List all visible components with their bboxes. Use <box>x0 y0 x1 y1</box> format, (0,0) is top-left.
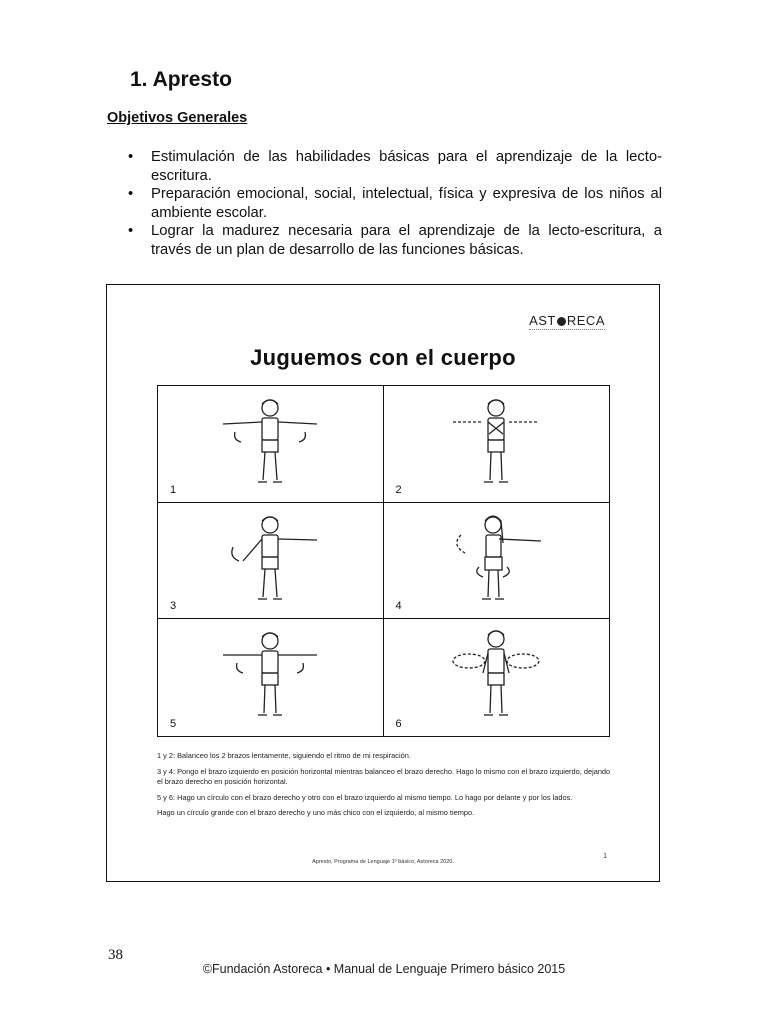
child-arms-crossed-icon <box>441 392 551 492</box>
panel-number: 4 <box>395 600 402 613</box>
exercise-panel <box>384 619 610 736</box>
child-side-swing-icon <box>441 509 551 609</box>
section-subtitle: Objetivos Generales <box>107 110 248 126</box>
activity-figure <box>106 284 660 882</box>
page-number: 38 <box>108 947 123 963</box>
objective-item: • Preparación emocional, social, intelectual, física y expresiva de los niños al ambiente escolar. <box>128 185 662 222</box>
figure-title: Juguemos con el cuerpo <box>250 345 516 370</box>
exercise-panel <box>158 503 384 620</box>
panel-number: 3 <box>170 600 177 613</box>
logo-circle-icon <box>557 317 566 326</box>
instruction-text: Hago un círculo grande con el brazo derecho y uno más chico con el izquierdo, al mismo tiempo. <box>157 808 475 817</box>
logo-text-end: RECA <box>566 313 605 328</box>
objective-item: • Lograr la madurez necesaria para el aprendizaje de la lecto-escritura, a través de un plan de desarrollo de las funciones básicas. <box>128 222 662 259</box>
exercise-grid <box>157 385 610 737</box>
page-footer: ©Fundación Astoreca • Manual de Lenguaje Primero básico 2015 <box>202 962 566 976</box>
panel-number: 2 <box>395 483 402 496</box>
objectives-list <box>128 148 662 259</box>
page-title: 1. Apresto <box>130 68 232 91</box>
child-arms-out-icon <box>215 625 325 725</box>
logo-text-start: AST <box>529 313 556 328</box>
astoreca-logo <box>529 313 605 328</box>
panel-number: 6 <box>395 717 402 730</box>
child-arm-circles-icon <box>441 625 551 725</box>
instructions-block <box>157 751 617 824</box>
exercise-panel <box>158 619 384 736</box>
figure-page-number: 1 <box>603 853 607 860</box>
instruction-text: 5 y 6: Hago un círculo con el brazo derecho y otro con el brazo izquierdo al mismo tiempo. Lo hago por delante y por los lados. <box>157 792 573 802</box>
exercise-panel <box>384 503 610 620</box>
panel-number: 1 <box>170 483 177 496</box>
instruction-text: 1 y 2: Balanceo los 2 brazos lentamente, siguiendo el ritmo de mi respiración. <box>157 751 411 760</box>
objective-item: • Estimulación de las habilidades básicas para el aprendizaje de la lecto-escritura. <box>128 148 662 185</box>
figure-caption: Apresto, Programa de Lenguaje 1º básico, Astoreca 2020. <box>312 859 454 865</box>
child-arm-horizontal-icon <box>215 509 325 609</box>
exercise-panel <box>158 386 384 503</box>
exercise-panel <box>384 386 610 503</box>
panel-number: 5 <box>170 717 177 730</box>
instruction-text: 3 y 4: Pongo el brazo izquierdo en posición horizontal mientras balanceo el brazo derecho. Hago lo mismo con el brazo izquierdo, dejando el brazo derecho en posición horizontal. <box>157 766 611 786</box>
child-arms-out-icon <box>215 392 325 492</box>
logo-underline <box>529 329 605 332</box>
